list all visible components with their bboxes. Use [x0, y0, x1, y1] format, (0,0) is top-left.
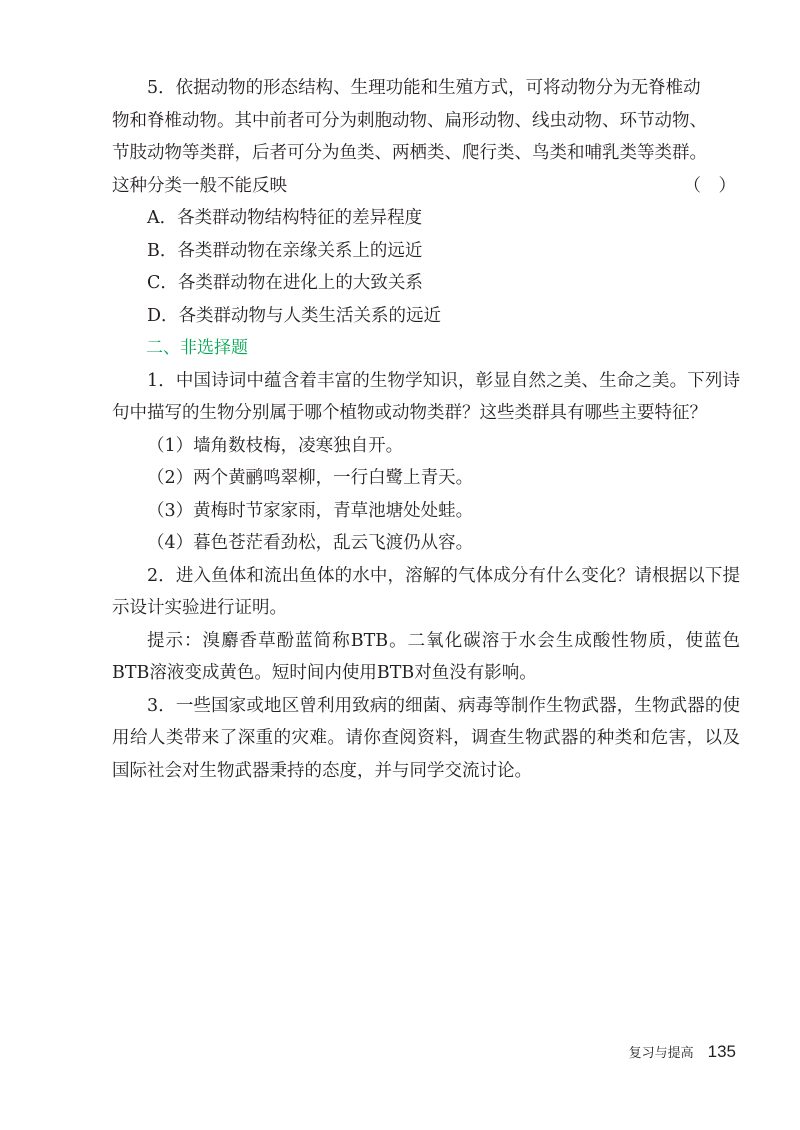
poem-item-2: （2）两个黄鹂鸣翠柳，一行白鹭上青天。 [147, 468, 474, 488]
option-a: A．各类群动物结构特征的差异程度 [147, 208, 423, 228]
question-nonchoice-3-text: 3．一些国家或地区曾利用致病的细菌、病毒等制作生物武器，生物武器的使用给人类带来了深重的灾难。请你查阅资料，调查生物武器的种类和危害，以及国际社会对生物武器秉持的态度，并与同学交流讨论。 [112, 695, 740, 781]
question-nonchoice-1-text: 1．中国诗词中蕴含着丰富的生物学知识，彰显自然之美、生命之美。下列诗句中描写的生物分别属于哪个植物或动物类群？这些类群具有哪些主要特征？ [112, 370, 740, 423]
footer-chapter-label: 复习与提高 [628, 1046, 694, 1061]
question-nonchoice-2 [112, 560, 740, 690]
section-heading-non-choice: 二、非选择题 [146, 338, 248, 358]
question-nonchoice-2-text: 2．进入鱼体和流出鱼体的水中，溶解的气体成分有什么变化？请根据以下提示设计实验进行证明。 [112, 565, 740, 618]
page-content [112, 72, 740, 787]
poem-item-4: （4）暮色苍茫看劲松，乱云飞渡仍从容。 [147, 533, 474, 553]
question-5 [112, 72, 740, 332]
question-nonchoice-3 [112, 690, 740, 788]
question-5-stem-end [112, 170, 740, 203]
question-5-line-1: 5．依据动物的形态结构、生理功能和生殖方式，可将动物分为无脊椎动 [147, 78, 701, 98]
question-5-line-2: 物和脊椎动物。其中前者可分为刺胞动物、扁形动物、线虫动物、环节动物、 [112, 110, 707, 131]
poem-item-1: （1）墙角数枝梅，凌寒独自开。 [147, 435, 404, 456]
question-nonchoice-2-hint: 提示：溴麝香草酚蓝简称BTB。二氧化碳溶于水会生成酸性物质，使蓝色BTB溶液变成黄色。短时间内使用BTB对鱼没有影响。 [112, 630, 740, 683]
option-b: B．各类群动物在亲缘关系上的远近 [147, 240, 423, 261]
page-footer [629, 1042, 736, 1062]
question-5-line-4: 这种分类一般不能反映 [112, 175, 287, 196]
option-c: C．各类群动物在进化上的大致关系 [147, 273, 423, 293]
question-nonchoice-1 [112, 365, 740, 560]
option-d: D．各类群动物与人类生活关系的远近 [147, 305, 442, 326]
question-5-line-3: 节肢动物等类群，后者可分为鱼类、两栖类、爬行类、鸟类和哺乳类等类群。 [112, 143, 707, 163]
poem-item-3: （3）黄梅时节家家雨，青草池塘处处蛙。 [147, 500, 474, 521]
answer-blank: （ ） [683, 175, 736, 196]
page-number: 135 [707, 1042, 736, 1061]
